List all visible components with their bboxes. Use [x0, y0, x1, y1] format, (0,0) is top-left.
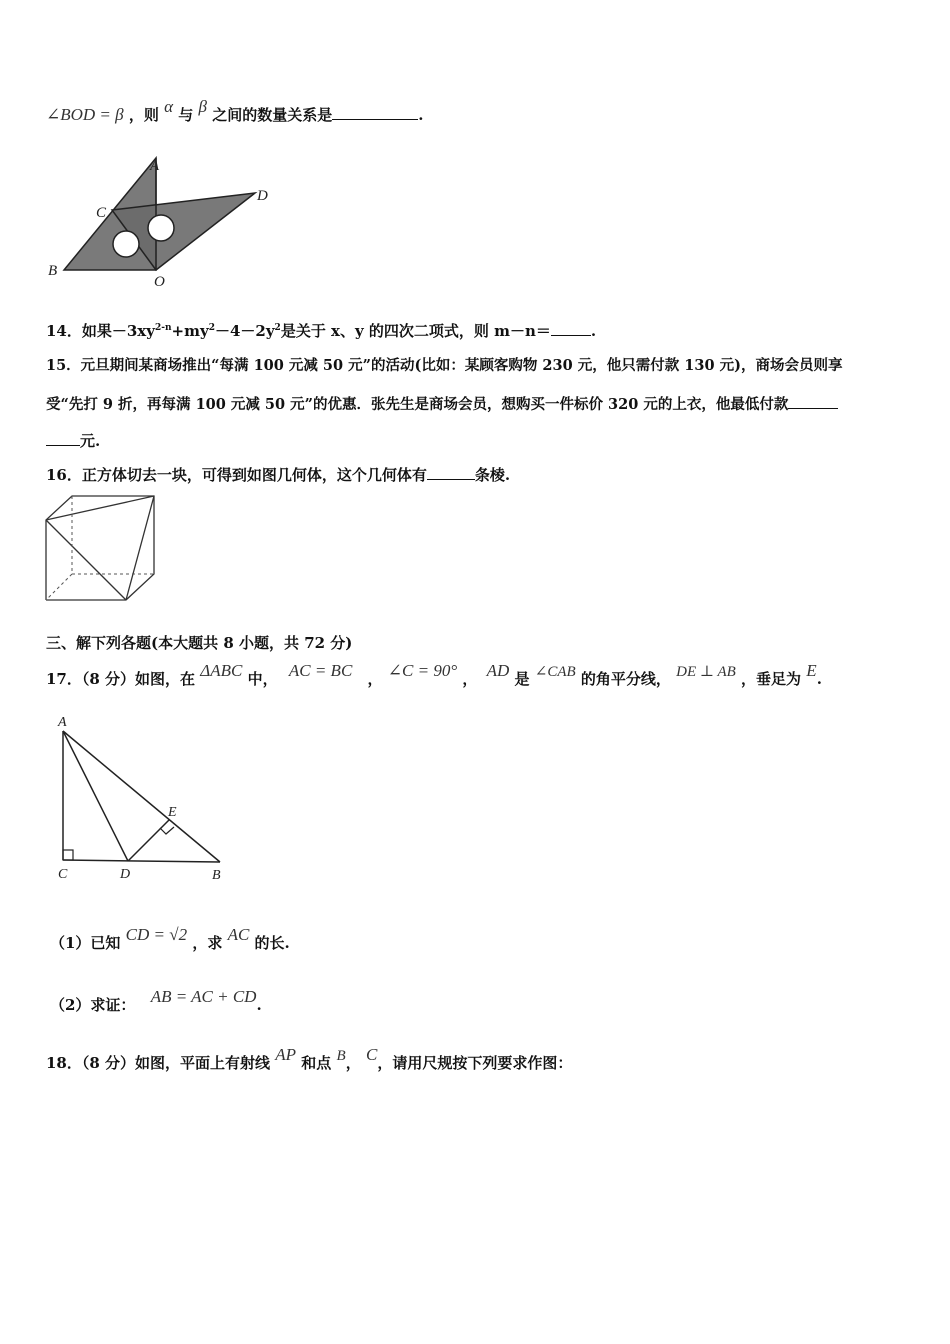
q17-end: . — [816, 670, 822, 688]
fig13-label-a: A — [150, 158, 160, 174]
q18-prefix: 18．（8 分）如图，平面上有射线 — [46, 1054, 271, 1072]
q18-text-and: 和点 — [301, 1054, 332, 1072]
q15-line-3-text: 元. — [80, 432, 101, 450]
fig17-label-d: D — [120, 867, 131, 882]
q17-part-2-end: . — [256, 996, 262, 1014]
q17-text-shi: 是 — [514, 670, 530, 688]
q17-ac: AC — [227, 925, 250, 944]
fig17-label-e: E — [168, 805, 177, 820]
hidden-edge-diagonal — [46, 574, 72, 600]
q15-line-3 — [46, 430, 100, 451]
q18-ray-ap: AP — [275, 1045, 297, 1064]
fig13-label-c: C — [96, 205, 107, 221]
q17-prefix: 17．（8 分）如图，在 — [46, 670, 196, 688]
q13-end: . — [418, 106, 424, 124]
q17-de-perp-ab: DE ⊥ AB — [676, 664, 736, 680]
q18-comma: ， — [345, 1054, 361, 1072]
q14-line — [46, 320, 596, 341]
q14-answer-blank — [551, 321, 591, 336]
q17-comma-2: ， — [462, 670, 478, 688]
right-angle-mark-e — [160, 827, 174, 834]
q15-answer-blank-a — [788, 394, 838, 409]
q15-answer-blank-b — [46, 431, 80, 446]
q13-text-rest: 之间的数量关系是 — [212, 106, 333, 124]
q14-text-1: 如果－3xy — [81, 322, 155, 340]
fig13-label-o: O — [154, 274, 165, 290]
q13-line — [46, 97, 424, 125]
segment-de — [128, 820, 169, 861]
q17-part-1-mid: ，求 — [192, 934, 223, 952]
q16-answer-blank — [427, 465, 475, 480]
cut-side-edge — [126, 496, 154, 600]
q13-alpha: α — [164, 97, 174, 116]
q14-text-4: 是关于 x、y 的四次二项式，则 m－n＝ — [280, 322, 551, 340]
q14-end: . — [590, 322, 597, 340]
q16-line — [46, 464, 510, 485]
q17-part-1-prefix: （1）已知 — [50, 934, 121, 952]
q17-angle-cab: ∠CAB — [534, 664, 576, 680]
q17-line — [46, 661, 822, 689]
q17-triangle-abc: ΔABC — [200, 661, 243, 680]
q13-answer-blank — [332, 105, 418, 120]
hole-circle-right — [148, 215, 174, 241]
q17-comma-1: ， — [367, 670, 383, 688]
q17-part-1 — [50, 925, 290, 953]
q17-part-2 — [50, 987, 262, 1015]
q18-point-b: B — [336, 1048, 346, 1064]
q17-ab-eq: AB = AC + CD — [150, 987, 257, 1006]
q16-cube-figure — [44, 492, 159, 604]
q17-text-foot: ，垂足为 — [741, 670, 802, 688]
q15-line-2 — [46, 393, 838, 414]
q14-number: 14． — [46, 322, 82, 340]
q18-line — [46, 1045, 573, 1073]
section-3-heading: 三、解下列各题(本大题共 8 小题，共 72 分) — [46, 634, 353, 652]
fig13-label-d: D — [257, 188, 268, 204]
q14-sup-1: 2-n — [154, 323, 172, 333]
q17-text-bisector: 的角平分线， — [580, 670, 671, 688]
q18-point-c: C — [365, 1045, 378, 1064]
q17-figure — [52, 710, 232, 885]
q17-angle-c: ∠C = 90° — [387, 661, 458, 680]
fig17-label-c: C — [58, 867, 68, 882]
q13-text-yu: 与 — [178, 106, 194, 124]
q14-sup-2: 2 — [208, 323, 215, 333]
q17-part-2-prefix: （2）求证： — [50, 996, 136, 1014]
q14-text-3: －4－2y — [214, 322, 275, 340]
fig17-label-a: A — [58, 715, 67, 730]
side-ab — [63, 731, 220, 862]
q17-text-zhong: 中， — [247, 670, 278, 688]
hole-circle-left — [113, 231, 139, 257]
q14-text-2: +my — [171, 322, 209, 340]
q17-part-1-end: 的长. — [254, 934, 290, 952]
q13-beta: β — [198, 97, 207, 116]
q15-line-1: 15．元旦期间某商场推出“每满 100 元减 50 元”的活动(比如：某顾客购物 230 元，他只需付款 130 元)，商场会员则享 — [46, 357, 843, 374]
q13-angle-expr: ∠BOD = β — [46, 105, 124, 124]
q16-text-1: 正方体切去一块，可得到如图几何体，这个几何体有 — [81, 466, 427, 484]
q15-line-2-text: 受“先打 9 折，再每满 100 元减 50 元”的优惠．张先生是商场会员，想购买一件标价 320 元的上衣，他最低付款 — [46, 396, 789, 413]
segment-ad — [63, 731, 128, 861]
q18-text-rest: ，请用尺规按下列要求作图： — [377, 1054, 573, 1072]
q14-sup-3: 2 — [274, 323, 281, 333]
cut-top-edge — [46, 496, 154, 520]
q17-ad: AD — [486, 661, 510, 680]
q13-figure — [40, 155, 280, 290]
q13-text-ze: ，则 — [128, 106, 159, 124]
fig13-label-b: B — [48, 263, 58, 279]
q16-text-2: 条棱. — [474, 466, 511, 484]
right-angle-mark-c — [63, 850, 73, 860]
q17-ac-eq-bc: AC = BC — [288, 661, 353, 680]
fig17-label-b: B — [212, 868, 221, 883]
q16-number: 16． — [46, 466, 82, 484]
q17-point-e: E — [806, 661, 817, 680]
q17-cd-eq-root2: CD = √2 — [125, 925, 188, 944]
side-cb — [63, 860, 220, 862]
